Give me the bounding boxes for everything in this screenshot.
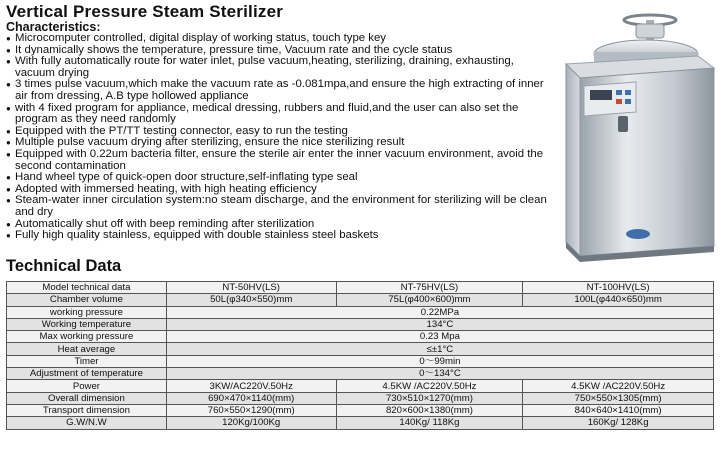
table-cell: 0～99min xyxy=(166,355,713,367)
table-cell: 120Kg/100Kg xyxy=(166,417,336,429)
logo-badge xyxy=(626,229,650,239)
table-cell: Power xyxy=(7,380,167,392)
table-cell: 0～134°C xyxy=(166,368,713,380)
sterilizer-image xyxy=(556,6,718,268)
table-cell: Heat average xyxy=(7,343,167,355)
feature-item: ● Automatically shut off with beep reminding after sterilization xyxy=(6,219,554,231)
feature-item: ● It dynamically shows the temperature, pressure time, Vacuum rate and the cycle status xyxy=(6,45,554,57)
table-cell: 3KW/AC220V.50Hz xyxy=(166,380,336,392)
table-cell: Adjustment of temperature xyxy=(7,368,167,380)
table-cell: 750×550×1305(mm) xyxy=(523,392,714,404)
table-cell: 0.22MPa xyxy=(166,306,713,318)
feature-list xyxy=(6,33,554,242)
feature-item: ● 3 times pulse vacuum,which make the vacuum rate as -0.081mpa,and ensure the high extracting of inner air from dressing, A.B type hollowed appliance xyxy=(6,79,554,102)
table-cell: Max working pressure xyxy=(7,331,167,343)
table-row xyxy=(7,392,714,404)
table-cell: 75L(φ400×600)mm xyxy=(336,294,523,306)
table-cell: G.W/N.W xyxy=(7,417,167,429)
side-handle xyxy=(618,116,628,132)
technical-data-heading: Technical Data xyxy=(6,257,122,275)
feature-item: ● With fully automatically route for water inlet, pulse vacuum,heating, sterilizing, draining, exhausting, vacuum drying xyxy=(6,56,554,79)
table-cell: NT-50HV(LS) xyxy=(166,282,336,294)
table-row xyxy=(7,368,714,380)
table-cell: Timer xyxy=(7,355,167,367)
feature-item: ● Equipped with 0.22um bacteria filter, ensure the sterile air enter the inner vacuum environment, avoid the second contamination xyxy=(6,149,554,172)
table-header-row xyxy=(7,282,714,294)
table-row xyxy=(7,417,714,429)
table-row xyxy=(7,294,714,306)
technical-data-table xyxy=(6,281,714,430)
table-cell: NT-100HV(LS) xyxy=(523,282,714,294)
table-cell: Transport dimension xyxy=(7,404,167,416)
table-cell: Overall dimension xyxy=(7,392,167,404)
table-cell: Chamber volume xyxy=(7,294,167,306)
panel-button xyxy=(625,99,631,104)
table-row xyxy=(7,331,714,343)
table-cell: 100L(φ440×650)mm xyxy=(523,294,714,306)
feature-item: ● Hand wheel type of quick-open door structure,self-inflating type seal xyxy=(6,172,554,184)
table-row xyxy=(7,306,714,318)
front-body xyxy=(566,64,580,256)
table-row xyxy=(7,404,714,416)
table-cell: ≤±1°C xyxy=(166,343,713,355)
feature-item: ● with 4 fixed program for appliance, medical dressing, rubbers and fluid,and the user can also set the program as they need randomly xyxy=(6,103,554,126)
feature-item: ● Microcomputer controlled, digital display of working status, touch type key xyxy=(6,33,554,45)
table-cell: 4.5KW /AC220V.50Hz xyxy=(336,380,523,392)
wheel-bracket xyxy=(636,24,664,38)
table-cell: working pressure xyxy=(7,306,167,318)
table-cell: NT-75HV(LS) xyxy=(336,282,523,294)
panel-button xyxy=(625,90,631,95)
table-cell: 4.5KW /AC220V.50Hz xyxy=(523,380,714,392)
page-title: Vertical Pressure Steam Sterilizer xyxy=(6,2,284,21)
feature-item: ● Steam-water inner circulation system:no steam discharge, and the environment for sterilizing will be clean and dry xyxy=(6,195,554,218)
table-cell: 140Kg/ 118Kg xyxy=(336,417,523,429)
table-row xyxy=(7,343,714,355)
feature-item: ● Equipped with the PT/TT testing connector, easy to run the testing xyxy=(6,126,554,138)
table-cell: 50L(φ340×550)mm xyxy=(166,294,336,306)
table-row xyxy=(7,318,714,330)
table-cell: 690×470×1140(mm) xyxy=(166,392,336,404)
characteristics-heading: Characteristics: xyxy=(6,20,101,34)
table-row xyxy=(7,355,714,367)
panel-button xyxy=(616,90,622,95)
display-screen xyxy=(590,90,612,100)
table-cell: 840×640×1410(mm) xyxy=(523,404,714,416)
table-cell: Model technical data xyxy=(7,282,167,294)
table-cell: 730×510×1270(mm) xyxy=(336,392,523,404)
table-cell: 134°C xyxy=(166,318,713,330)
feature-item: ● Multiple pulse vacuum drying after sterilizing, ensure the nice sterilizing result xyxy=(6,137,554,149)
feature-item: ● Fully high quality stainless, equipped with double stainless steel baskets xyxy=(6,230,554,242)
table-cell: 760×550×1290(mm) xyxy=(166,404,336,416)
table-cell: 0.23 Mpa xyxy=(166,331,713,343)
feature-item: ● Adopted with immersed heating, with high heating efficiency xyxy=(6,184,554,196)
table-row xyxy=(7,380,714,392)
table-cell: Working temperature xyxy=(7,318,167,330)
table-cell: 160Kg/ 128Kg xyxy=(523,417,714,429)
panel-button xyxy=(616,99,622,104)
table-cell: 820×600×1380(mm) xyxy=(336,404,523,416)
